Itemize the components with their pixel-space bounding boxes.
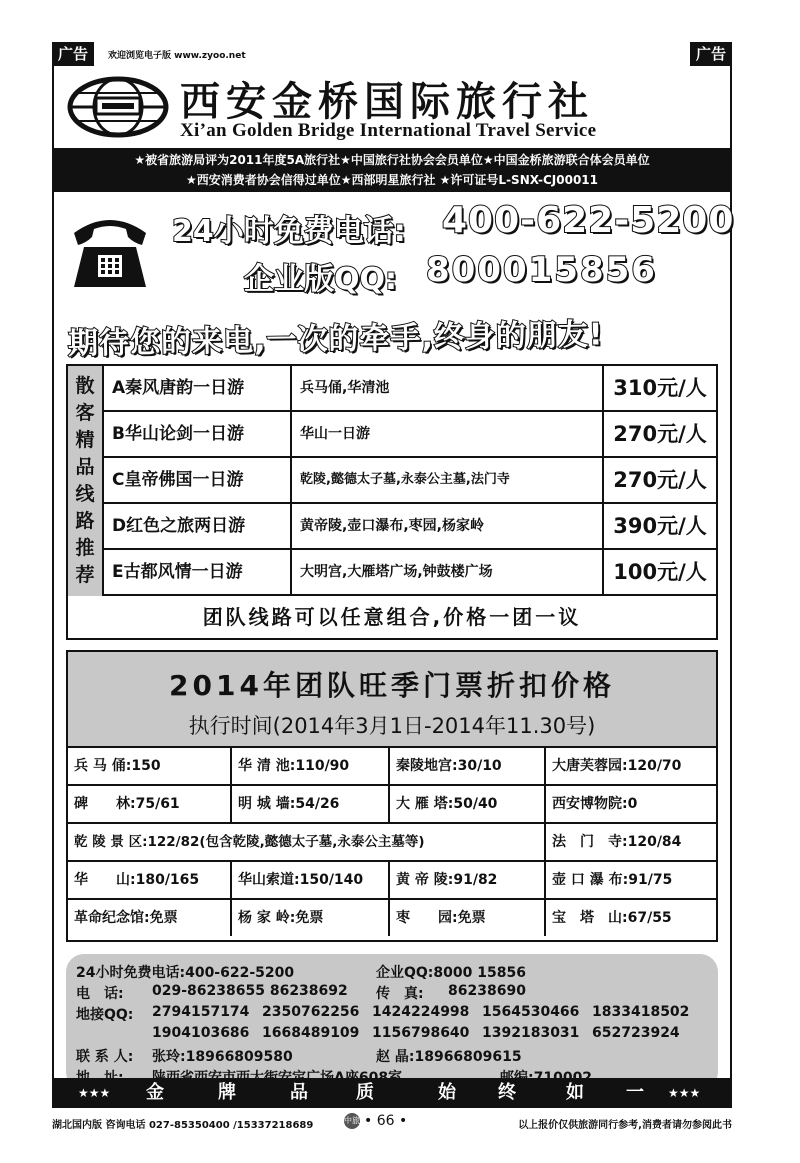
route-name: C皇帝佛国一日游	[104, 458, 292, 502]
routes-side-label	[68, 366, 104, 596]
footer-left: 湖北国内版 咨询电话 027-85350400 /15337218689	[52, 1120, 314, 1131]
ticket-cell: 西安博物院:0	[552, 796, 638, 812]
local-qq: 1904103686	[152, 1025, 250, 1041]
side-char: 品	[75, 456, 95, 478]
slogan-char: 质	[356, 1082, 374, 1103]
route-price: 310元/人	[613, 376, 707, 400]
local-qq: 1564530466	[482, 1004, 580, 1020]
ticket-cell: 宝 塔 山:67/55	[552, 910, 672, 926]
ticket-cell: 秦陵地宫:30/10	[390, 748, 546, 784]
globe-bridge-logo-icon	[66, 76, 170, 138]
slogan-char: 金	[146, 1082, 164, 1103]
publisher-logo-icon: 中旅	[344, 1113, 360, 1129]
ad-tag-right: 广告	[690, 42, 732, 66]
page-footer	[52, 1113, 732, 1133]
contact-person-1: 张玲:18966809580	[152, 1049, 293, 1065]
contact-line	[76, 1046, 718, 1067]
ticket-cell: 明 城 墙:54/26	[232, 786, 390, 822]
contact-box	[66, 954, 718, 1090]
ad-page	[52, 42, 735, 1107]
tickets-table	[66, 650, 718, 942]
local-qq: 1424224998	[372, 1004, 470, 1020]
routes-table	[66, 364, 718, 640]
local-qq: 2794157174	[152, 1004, 250, 1020]
local-qq: 652723924	[592, 1025, 680, 1041]
tel-label: 电 话:	[76, 986, 124, 1002]
ticket-cell: 革命纪念馆:免票	[68, 900, 232, 936]
honors-banner	[54, 148, 730, 192]
ticket-cell: 乾 陵 景 区:122/82(包含乾陵,懿德太子墓,永泰公主墓等)	[68, 824, 546, 860]
qq-label: 企业版QQ:	[244, 262, 398, 297]
star-icon: ★★★	[78, 1086, 111, 1100]
route-row	[104, 458, 716, 504]
ticket-row	[68, 824, 716, 862]
ticket-cell: 枣 园:免票	[390, 900, 546, 936]
contact-line	[76, 1004, 718, 1025]
welcome-text: 欢迎浏览电子版 www.zyoo.net	[108, 51, 246, 61]
ticket-cell: 华山索道:150/140	[232, 862, 390, 898]
ticket-cell: 华 清 池:110/90	[232, 748, 390, 784]
ticket-cell: 大唐芙蓉园:120/70	[552, 758, 682, 774]
hotline-number: 400-622-5200	[442, 200, 735, 241]
ticket-cell: 大 雁 塔:50/40	[390, 786, 546, 822]
side-char: 线	[75, 483, 95, 505]
tel-number: 029-86238655 86238692	[152, 983, 348, 999]
brand-en-name: Xi’an Golden Bridge International Travel Service	[180, 120, 597, 141]
route-price: 390元/人	[613, 514, 707, 538]
route-row	[104, 550, 716, 596]
route-sites: 兵马俑,华清池	[292, 366, 604, 410]
contact-person-2: 赵 晶:18966809615	[376, 1049, 522, 1065]
ticket-cell: 杨 家 岭:免票	[232, 900, 390, 936]
slogan-char: 一	[626, 1082, 644, 1103]
tickets-title: 2014年团队旺季门票折扣价格	[169, 669, 615, 702]
route-sites: 华山一日游	[292, 412, 604, 456]
route-price: 100元/人	[613, 560, 707, 584]
local-qq-label: 地接QQ:	[76, 1007, 134, 1023]
top-bar	[52, 42, 732, 66]
local-qq: 1156798640	[372, 1025, 470, 1041]
footer-right: 以上报价仅供旅游同行参考,消费者请勿参阅此书	[518, 1120, 732, 1131]
brand-cn-name: 西安金桥国际旅行社	[180, 78, 594, 125]
route-sites: 大明宫,大雁塔广场,钟鼓楼广场	[292, 550, 604, 594]
route-row	[104, 412, 716, 458]
slogan-char: 牌	[218, 1082, 236, 1103]
route-sites: 乾陵,懿德太子墓,永泰公主墓,法门寺	[292, 458, 604, 502]
person-label: 联 系 人:	[76, 1049, 134, 1065]
ticket-row	[68, 748, 716, 786]
route-name: E古都风情一日游	[104, 550, 292, 594]
ticket-cell: 碑 林:75/61	[68, 786, 232, 822]
local-qq: 1833418502	[592, 1004, 690, 1020]
contact-line	[76, 1025, 718, 1046]
tickets-grid	[68, 748, 716, 938]
routes-note: 团队线路可以任意组合,价格一团一议	[202, 605, 582, 629]
ticket-cell: 壶 口 瀑 布:91/75	[552, 872, 673, 888]
side-char: 推	[75, 537, 95, 559]
honors-line-2: ★西安消费者协会信得过单位★西部明星旅行社 ★许可证号L-SNX-CJ00011	[185, 173, 599, 187]
honors-line-1: ★被省旅游局评为2011年度5A旅行社★中国旅行社协会会员单位★中国金桥旅游联合体会员单位	[134, 153, 650, 167]
page-number	[344, 1113, 407, 1129]
tickets-period: 执行时间(2014年3月1日-2014年11.30号)	[188, 714, 596, 738]
slogan-char: 如	[566, 1082, 584, 1103]
contact-qq: 企业QQ:8000 15856	[376, 965, 526, 981]
contact-line	[76, 983, 718, 1004]
telephone-icon	[68, 211, 152, 291]
route-name: A秦风唐韵一日游	[104, 366, 292, 410]
route-row	[104, 504, 716, 550]
route-sites: 黄帝陵,壶口瀑布,枣园,杨家岭	[292, 504, 604, 548]
local-qq: 1392183031	[482, 1025, 580, 1041]
slogan-char: 始	[438, 1082, 456, 1103]
ticket-row	[68, 862, 716, 900]
page-number-text: • 66 •	[364, 1113, 408, 1129]
hotline-label: 24小时免费电话:	[172, 214, 406, 249]
route-price: 270元/人	[613, 422, 707, 446]
route-price: 270元/人	[613, 468, 707, 492]
contact-line	[76, 962, 718, 983]
ticket-row	[68, 900, 716, 938]
ticket-row	[68, 786, 716, 824]
fax-label: 传 真:	[376, 986, 424, 1002]
side-char: 散	[75, 375, 95, 397]
contact-hotline: 24小时免费电话:400-622-5200	[76, 965, 295, 981]
fax-number: 86238690	[448, 983, 526, 999]
local-qq: 2350762256	[262, 1004, 360, 1020]
brand-header	[62, 72, 727, 148]
ticket-cell: 法 门 寺:120/84	[552, 834, 682, 850]
welcome-slogan: 期待您的来电,一次的牵手,终身的朋友!	[67, 317, 604, 362]
side-char: 荐	[75, 564, 95, 586]
ticket-cell: 兵 马 俑:150	[68, 748, 232, 784]
ticket-cell: 华 山:180/165	[68, 862, 232, 898]
ad-tag-left: 广告	[52, 42, 94, 66]
side-char: 精	[75, 429, 95, 451]
star-icon: ★★★	[668, 1086, 701, 1100]
ticket-cell: 黄 帝 陵:91/82	[390, 862, 546, 898]
tickets-header	[68, 652, 716, 748]
slogan-char: 品	[290, 1082, 308, 1103]
local-qq: 1668489109	[262, 1025, 360, 1041]
route-row	[104, 366, 716, 412]
side-char: 客	[75, 402, 95, 424]
side-char: 路	[75, 510, 95, 532]
route-name: D红色之旅两日游	[104, 504, 292, 548]
route-name: B华山论剑一日游	[104, 412, 292, 456]
slogan-char: 终	[498, 1082, 516, 1103]
qq-number: 800015856	[426, 250, 657, 290]
ad-frame	[52, 66, 735, 1107]
bottom-slogan-bar	[52, 1078, 732, 1108]
